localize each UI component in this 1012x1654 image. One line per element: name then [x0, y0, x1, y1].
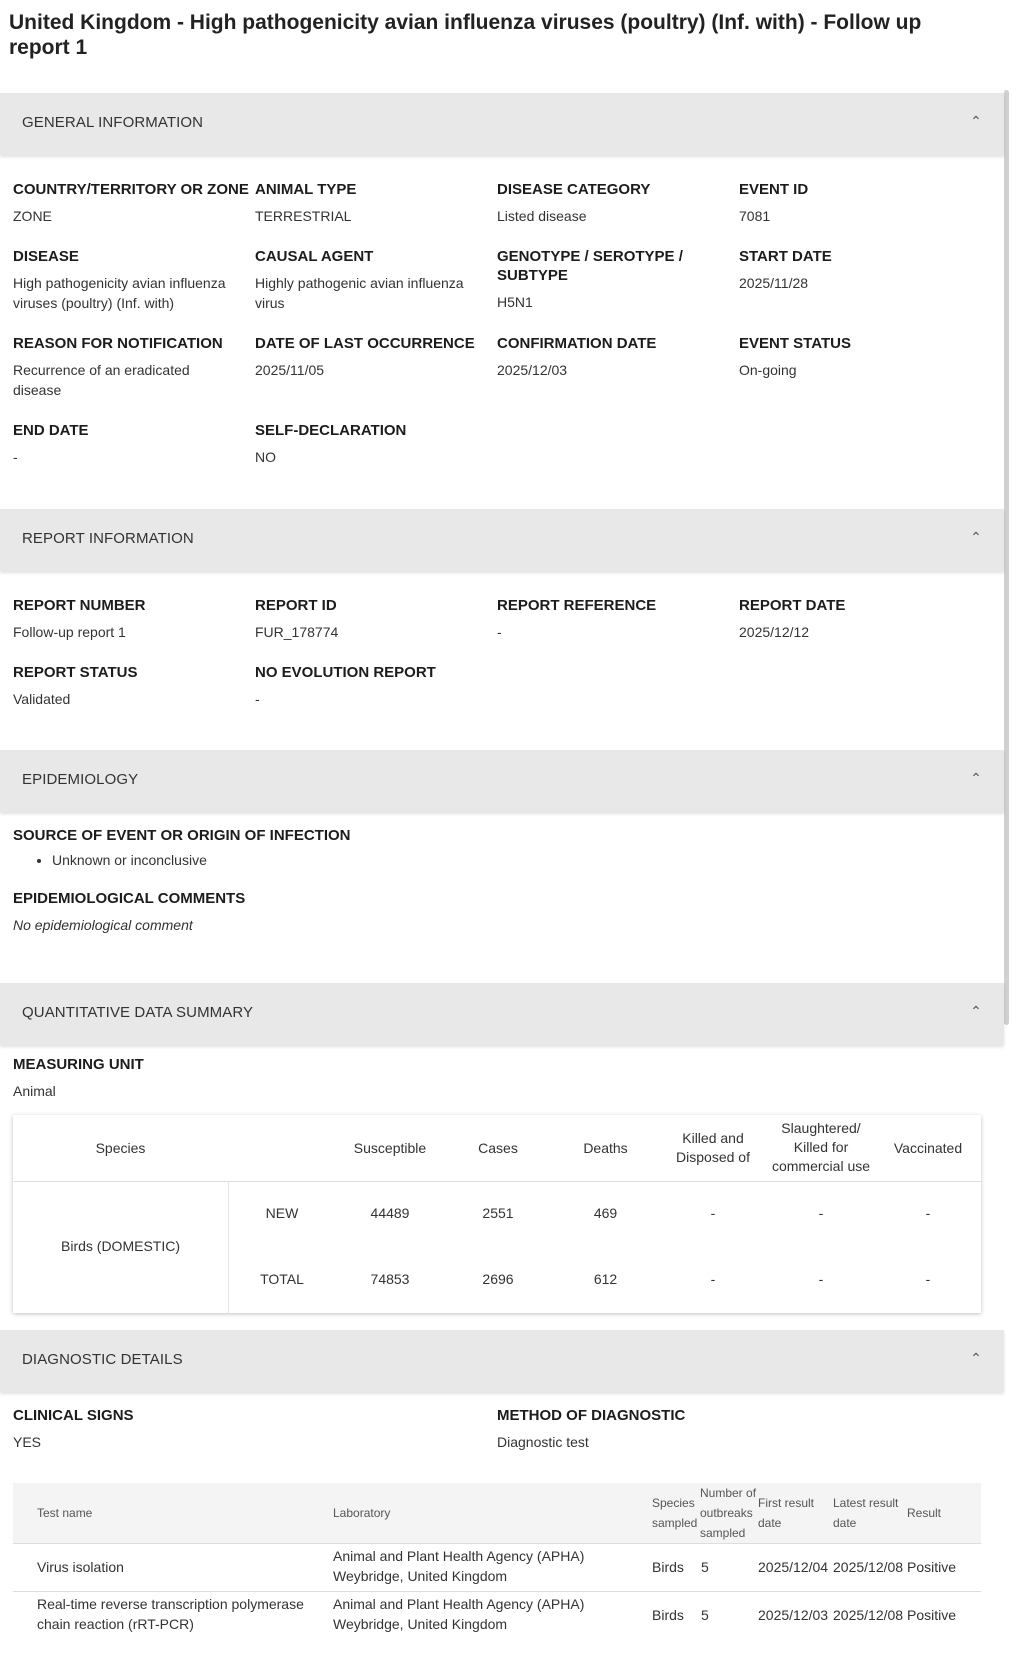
table-cell: 74853 [370, 1271, 410, 1287]
field-label: ANIMAL TYPE [255, 181, 357, 198]
table-cell: - [818, 1205, 824, 1221]
table-cell: Positive [907, 1559, 957, 1575]
field-value: 7081 [739, 208, 771, 224]
section-header-epidemiology[interactable] [0, 750, 1004, 812]
field-value: ZONE [13, 208, 52, 224]
field-value: H5N1 [497, 294, 533, 310]
field-value: 2025/11/28 [739, 275, 809, 291]
field-last-occurrence [255, 334, 495, 380]
table-cell: - [710, 1205, 716, 1221]
field-label: DATE OF LAST OCCURRENCE [255, 335, 475, 352]
field-value: FUR_178774 [255, 624, 339, 640]
table-row [13, 1543, 981, 1591]
section-header-report[interactable] [0, 509, 1004, 571]
table-cell: 2025/12/08 [833, 1607, 904, 1623]
divider [228, 1181, 229, 1313]
field-report-date [739, 596, 979, 642]
column-header: Deaths [583, 1140, 628, 1156]
field-disease [13, 247, 253, 313]
section-title-report: REPORT INFORMATION [22, 530, 194, 547]
field-value: 2025/11/05 [255, 362, 325, 378]
field-report-number [13, 596, 253, 642]
column-header: Latest result date [833, 1496, 899, 1530]
table-cell: 44489 [370, 1205, 410, 1221]
field-value: - [497, 624, 502, 640]
column-header: Test name [37, 1506, 93, 1520]
chevron-up-icon[interactable]: ⌃ [970, 529, 982, 545]
row-type: TOTAL [260, 1271, 304, 1287]
page-scrollbar[interactable] [1004, 90, 1009, 1025]
column-header: Cases [478, 1140, 518, 1156]
field-value: High pathogenicity avian influenza viruses (poultry) (Inf. with) [13, 275, 226, 311]
section-header-diagnostic[interactable] [0, 1330, 1004, 1392]
field-label: CAUSAL AGENT [255, 248, 374, 265]
section-title-epidemiology: EPIDEMIOLOGY [22, 771, 139, 788]
field-label: DISEASE [13, 248, 79, 265]
table-cell: - [925, 1205, 931, 1221]
table-cell: - [925, 1271, 931, 1287]
field-label: REPORT NUMBER [13, 597, 146, 614]
field-label: EVENT STATUS [739, 335, 851, 352]
table-cell: Animal and Plant Health Agency (APHA) Weybridge, United Kingdom [333, 1548, 585, 1584]
field-label: COUNTRY/TERRITORY OR ZONE [13, 181, 249, 198]
field-label: CLINICAL SIGNS [13, 1407, 134, 1424]
column-header: Laboratory [333, 1506, 391, 1520]
field-label: METHOD OF DIAGNOSTIC [497, 1407, 686, 1424]
field-value: Highly pathogenic avian influenza virus [255, 275, 464, 311]
field-label: START DATE [739, 248, 832, 265]
chevron-up-icon[interactable]: ⌃ [970, 1350, 982, 1366]
field-epi-comments [13, 889, 513, 935]
field-genotype [497, 247, 697, 312]
table-cell: 2025/12/08 [833, 1559, 904, 1575]
field-label: NO EVOLUTION REPORT [255, 664, 436, 681]
field-value: No epidemiological comment [13, 917, 193, 933]
field-value: On-going [739, 362, 797, 378]
table-cell: 5 [701, 1559, 709, 1575]
field-label: REPORT DATE [739, 597, 846, 614]
field-label: EVENT ID [739, 181, 809, 198]
field-label: SOURCE OF EVENT OR ORIGIN OF INFECTION [13, 827, 351, 844]
table-cell: Virus isolation [37, 1559, 124, 1575]
field-event-status [739, 334, 979, 380]
field-animal-type [255, 180, 495, 226]
field-value: 2025/12/12 [739, 624, 810, 640]
field-label: SELF-DECLARATION [255, 422, 407, 439]
field-value: Follow-up report 1 [13, 624, 126, 640]
source-list [52, 852, 207, 868]
field-label: REPORT STATUS [13, 664, 138, 681]
table-cell: 5 [701, 1607, 709, 1623]
field-value: - [13, 449, 18, 465]
field-value: TERRESTRIAL [255, 208, 352, 224]
table-cell: Animal and Plant Health Agency (APHA) Weybridge, United Kingdom [333, 1596, 585, 1632]
divider [13, 1181, 981, 1182]
table-cell: Positive [907, 1607, 957, 1623]
column-header: Species sampled [652, 1496, 698, 1530]
column-header: Species [95, 1140, 146, 1156]
field-self-declaration [255, 421, 495, 467]
table-cell: 469 [593, 1205, 618, 1221]
field-value: Listed disease [497, 208, 587, 224]
chevron-up-icon[interactable]: ⌃ [970, 1003, 982, 1019]
table-cell: Birds [652, 1559, 684, 1575]
field-label: MEASURING UNIT [13, 1056, 144, 1073]
column-header: Number of outbreaks sampled [700, 1486, 757, 1540]
field-label: REASON FOR NOTIFICATION [13, 335, 223, 352]
field-measuring-unit [13, 1055, 253, 1101]
species-cell: Birds (DOMESTIC) [61, 1238, 180, 1254]
quantitative-table [13, 1115, 981, 1313]
section-header-general[interactable] [0, 93, 1004, 155]
table-cell: 2696 [482, 1271, 514, 1287]
list-item: • Unknown or inconclusive [52, 852, 207, 868]
field-event-id [739, 180, 979, 226]
row-type: NEW [265, 1205, 299, 1221]
table-cell: Real-time reverse transcription polymerase chain reaction (rRT-PCR) [37, 1596, 304, 1632]
field-source-of-event [13, 826, 513, 845]
section-title-quantitative: QUANTITATIVE DATA SUMMARY [22, 1004, 254, 1021]
field-label: EPIDEMIOLOGICAL COMMENTS [13, 890, 246, 907]
column-header: First result date [758, 1496, 815, 1530]
field-label: REPORT ID [255, 597, 337, 614]
column-header: Killed and Disposed of [676, 1130, 750, 1165]
field-causal-agent [255, 247, 495, 313]
field-value: Recurrence of an eradicated disease [13, 362, 190, 398]
section-header-quantitative[interactable] [0, 983, 1004, 1045]
field-reason [13, 334, 238, 400]
field-label: REPORT REFERENCE [497, 597, 657, 614]
field-start-date [739, 247, 979, 293]
section-title-general: GENERAL INFORMATION [22, 114, 204, 131]
column-header: Susceptible [353, 1140, 427, 1156]
field-value: 2025/12/03 [497, 362, 568, 378]
column-header: Slaughtered/ Killed for commercial use [771, 1120, 871, 1174]
chevron-up-icon[interactable]: ⌃ [970, 770, 982, 786]
field-label: END DATE [13, 422, 89, 439]
field-confirmation-date [497, 334, 737, 380]
field-disease-category [497, 180, 737, 226]
table-cell: - [710, 1271, 716, 1287]
column-header: Result [907, 1506, 942, 1520]
field-clinical-signs [13, 1406, 253, 1452]
chevron-up-icon[interactable]: ⌃ [970, 113, 982, 129]
field-label: GENOTYPE / SEROTYPE / SUBTYPE [497, 248, 683, 284]
table-cell: 2551 [482, 1205, 514, 1221]
page-title: United Kingdom - High pathogenicity avian influenza viruses (poultry) (Inf. with) - Follow up report 1 [9, 11, 922, 59]
column-header: Vaccinated [893, 1140, 963, 1156]
field-value: NO [255, 449, 276, 465]
field-value: Validated [13, 691, 71, 707]
section-title-diagnostic: DIAGNOSTIC DETAILS [22, 1351, 183, 1368]
table-row [13, 1591, 981, 1639]
field-value: - [255, 691, 260, 707]
field-method-of-diagnostic [497, 1406, 737, 1452]
field-value: YES [13, 1434, 42, 1450]
table-cell: 2025/12/04 [758, 1559, 829, 1575]
field-label: CONFIRMATION DATE [497, 335, 657, 352]
table-cell: 2025/12/03 [758, 1607, 829, 1623]
table-cell: 612 [593, 1271, 618, 1287]
table-cell: Birds [652, 1607, 684, 1623]
field-report-reference [497, 596, 737, 642]
field-end-date [13, 421, 253, 467]
field-country [13, 180, 253, 226]
field-report-id [255, 596, 495, 642]
field-label: DISEASE CATEGORY [497, 181, 651, 198]
field-value: Animal [13, 1083, 56, 1099]
field-value: Diagnostic test [497, 1434, 589, 1450]
field-no-evolution [255, 663, 495, 709]
diagnostic-table [13, 1483, 981, 1654]
field-report-status [13, 663, 253, 709]
table-cell: - [818, 1271, 824, 1287]
